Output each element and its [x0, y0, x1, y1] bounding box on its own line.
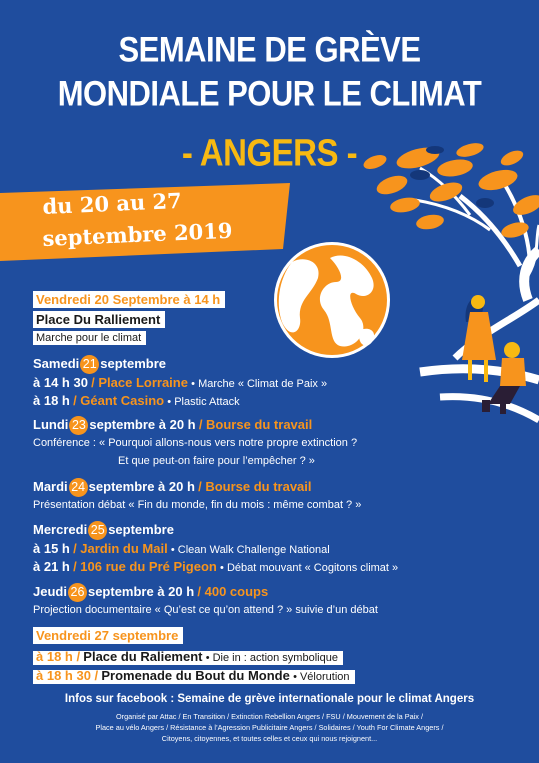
event-monday-23 — [33, 416, 312, 435]
event-place: / Bourse du travail — [198, 417, 313, 432]
event-place: / Jardin du Mail — [73, 541, 168, 556]
event-place: / Place Lorraine — [91, 375, 188, 390]
organizers-line-1: Organisé par Attac / En Transition / Extinction Rebellion Angers / FSU / Mouvement de la Paix / — [115, 712, 424, 721]
day-number-badge: 21 — [80, 355, 99, 374]
event-time: à 18 h / — [36, 649, 81, 664]
event-desc: • Vélorution — [293, 671, 350, 683]
day-number-badge: 24 — [69, 478, 88, 497]
event-desc: • Marche « Climat de Paix » — [191, 378, 328, 390]
event-desc: Et que peut-on faire pour l’empêcher ? » — [118, 455, 315, 467]
event-friday-20 — [33, 292, 225, 307]
event-wednesday-25 — [33, 521, 174, 540]
event-time: à 18 h — [33, 393, 70, 408]
event-time: à 21 h — [33, 559, 70, 574]
facebook-info: Infos sur facebook : Semaine de grève internationale pour le climat Angers — [64, 693, 475, 705]
event-time: à 14 h 30 — [33, 375, 88, 390]
event-place: Promenade du Bout du Monde — [101, 668, 290, 683]
event-month: septembre — [100, 356, 166, 371]
event-month: septembre à 20 h — [87, 584, 195, 599]
event-tuesday-24 — [33, 478, 312, 497]
event-day: Mercredi — [33, 522, 88, 537]
event-desc: • Plastic Attack — [167, 396, 240, 408]
organizers-line-3: Citoyens, citoyennes, et toutes celles et ceux qui nous rejoignent... — [161, 734, 378, 743]
event-row — [33, 393, 240, 408]
event-day: Samedi — [33, 356, 80, 371]
event-thursday-26 — [33, 583, 268, 602]
event-place: / Bourse du travail — [198, 479, 312, 494]
event-row — [33, 649, 343, 664]
day-number-badge: 25 — [88, 521, 107, 540]
event-desc: • Clean Walk Challenge National — [170, 544, 330, 556]
event-month: septembre — [108, 522, 174, 537]
event-place: Place du Raliement — [83, 649, 203, 664]
event-saturday-21 — [33, 355, 166, 374]
date-line-2: septembre 2019 — [42, 217, 233, 251]
event-place: Place Du Ralliement — [33, 311, 165, 328]
event-day: Vendredi 27 septembre — [33, 627, 183, 644]
event-place: / 400 coups — [197, 584, 269, 599]
event-row — [33, 668, 355, 683]
date-line-1: du 20 au 27 — [42, 187, 183, 219]
event-desc: Projection documentaire « Qu’est ce qu’on attend ? » suivie d’un débat — [33, 604, 378, 616]
event-day: Mardi — [33, 479, 68, 494]
event-day: Lundi — [33, 417, 69, 432]
event-row — [33, 559, 398, 574]
event-place-row — [33, 312, 165, 327]
event-day: Jeudi — [33, 584, 67, 599]
event-desc: Marche pour le climat — [33, 331, 146, 345]
day-number-badge: 23 — [69, 416, 88, 435]
event-day: Vendredi 20 Septembre à 14 h — [33, 291, 225, 308]
event-place: / 106 rue du Pré Pigeon — [73, 559, 217, 574]
event-desc: • Débat mouvant « Cogitons climat » — [220, 562, 399, 574]
organizers-line-2: Place au vélo Angers / Résistance à l’Agression Publicitaire Angers / Solidaires / Youth For Climate Angers / — [95, 723, 444, 732]
day-number-badge: 26 — [68, 583, 87, 602]
city-title: - ANGERS - — [181, 131, 358, 174]
event-desc-row — [33, 332, 146, 344]
event-row — [33, 375, 327, 390]
event-time: à 15 h — [33, 541, 70, 556]
event-month: septembre à 20 h — [89, 417, 196, 432]
event-desc: • Die in : action symbolique — [205, 652, 338, 664]
event-place: / Géant Casino — [73, 393, 165, 408]
event-friday-27 — [33, 628, 183, 643]
event-row — [33, 541, 330, 556]
event-month: septembre à 20 h — [88, 479, 195, 494]
event-desc: Conférence : « Pourquoi allons-nous vers notre propre extinction ? — [33, 437, 358, 449]
title-line-1: SEMAINE DE GRÈVE — [118, 29, 421, 70]
globe-icon — [274, 242, 390, 358]
event-time: à 18 h 30 / — [36, 668, 99, 683]
title-line-2: MONDIALE POUR LE CLIMAT — [57, 73, 482, 114]
event-desc: Présentation débat « Fin du monde, fin du mois : même combat ? » — [33, 499, 362, 511]
